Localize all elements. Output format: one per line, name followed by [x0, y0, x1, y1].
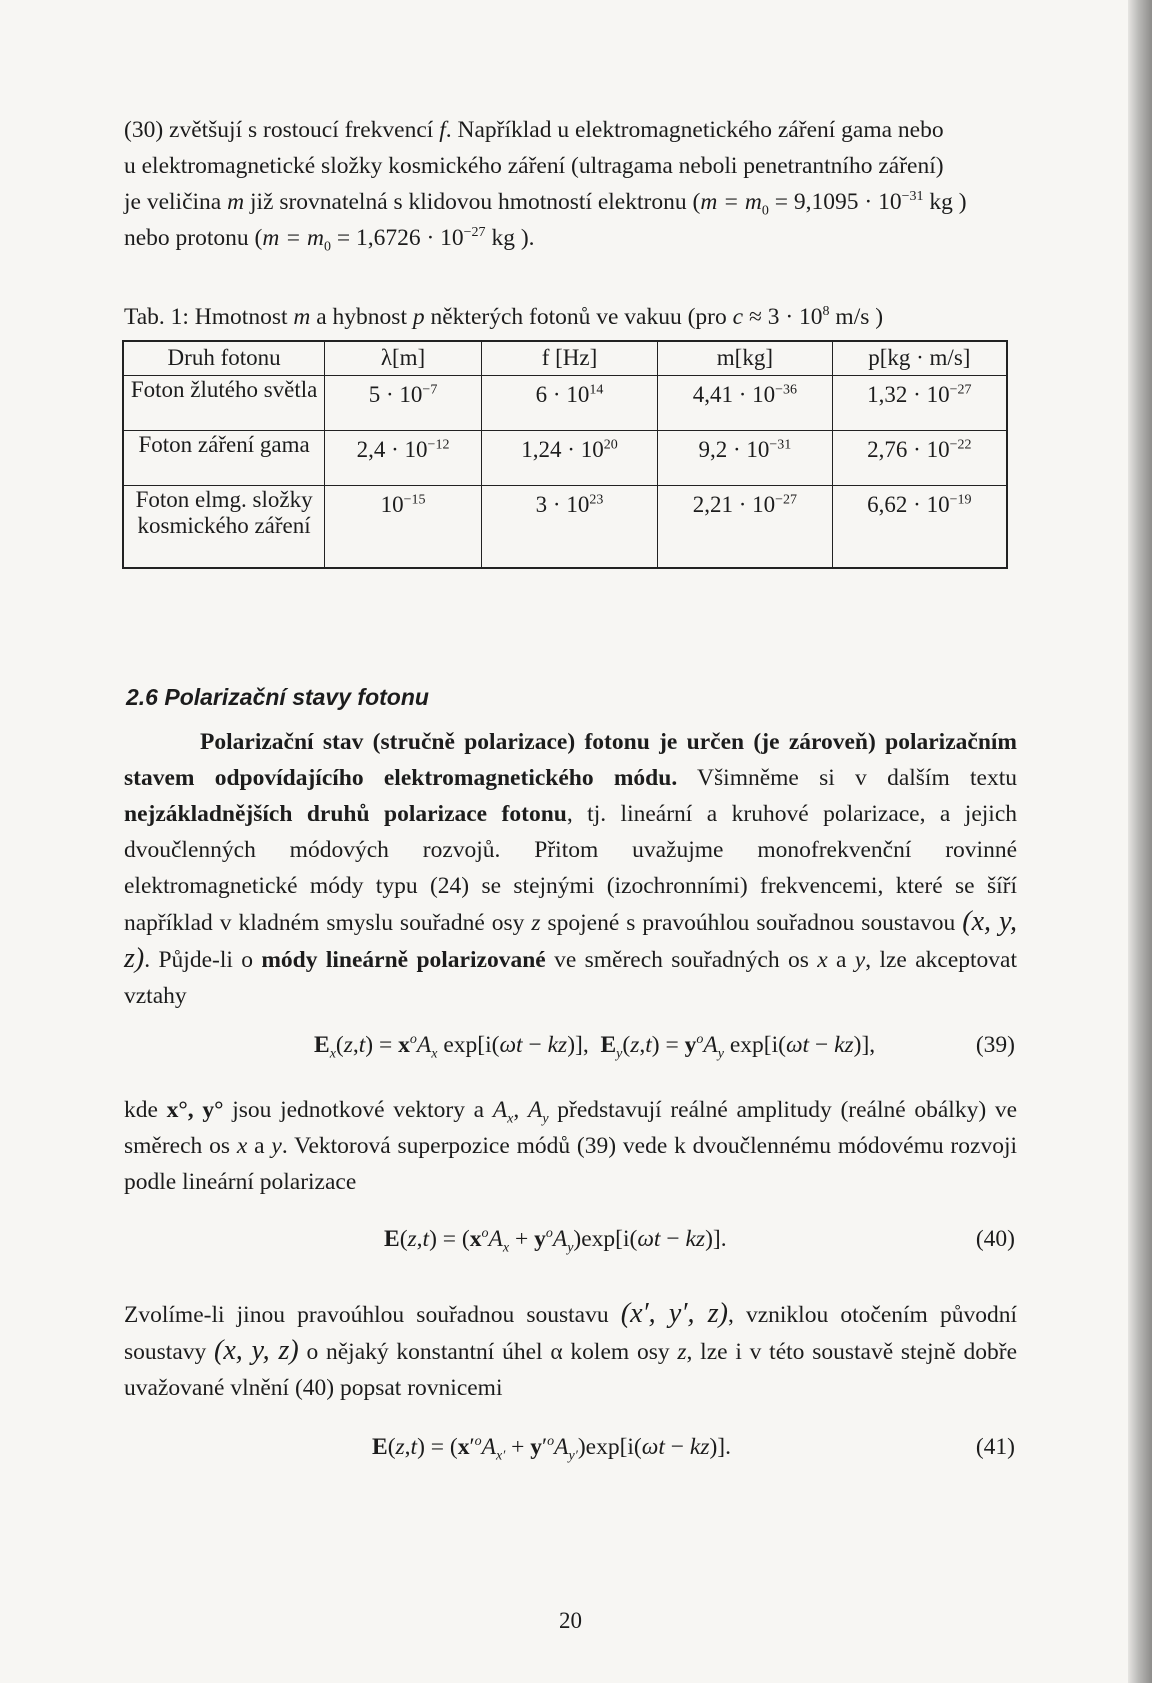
equation-39-formula: $E_x(z,t) = x^oA_x$ exp[i(ωt − kz)], $E_y(z,t) = y^oA_y$ exp[i(ωt − kz)], — [314, 1032, 876, 1062]
equation-41-formula: $E(z,t) = (x'^oA_{x'} + y'^oA_{y'})\exp[i(\omega t - kz)]$. — [372, 1434, 731, 1464]
table-row — [123, 376, 1007, 431]
cell-momentum: $6,62 \cdot 10^{-19}$ — [832, 486, 1007, 568]
header-momentum: p[kg · m/s] — [832, 341, 1007, 376]
cell-mass: $2,21 \cdot 10^{-27}$ — [658, 486, 833, 568]
equation-39 — [124, 1014, 1017, 1082]
header-frequency: f [Hz] — [481, 341, 657, 376]
section-heading: 2.6 Polarizační stavy fotonu — [126, 684, 429, 710]
photon-table — [122, 340, 1008, 569]
table-header-row — [123, 341, 1007, 376]
equation-41 — [124, 1406, 1017, 1484]
cell-kind: Foton záření gama — [123, 431, 325, 486]
cell-frequency: $6 \cdot 10^{14}$ — [481, 376, 657, 431]
intro-line-1: (30) zvětšují s rostoucí frekvencí f. Například u elektromagnetického záření gama nebo — [124, 117, 944, 143]
cell-momentum: $1,32 \cdot 10^{-27}$ — [832, 376, 1007, 431]
header-lambda: λ[m] — [325, 341, 482, 376]
equation-40 — [124, 1200, 1017, 1278]
cell-mass: $4,41 \cdot 10^{-36}$ — [658, 376, 833, 431]
table-row — [123, 431, 1007, 486]
cell-lambda: $10^{-15}$ — [325, 486, 482, 568]
paragraph-polarization: Polarizační stav (stručně polarizace) fotonu je určen (je zároveň) polarizačním stavem odpovídajícího elektromagnetického módu. Všimněme si v dalším textu nejzákladnějších druhů polarizace fotonu, tj. lineární a kruhové polarizace, a jejich dvoučlenných módových rozvojů. Přitom uvažujme monofrekvenční rovinné elektromagnetické módy typu (24) se stejnými (izochronními) frekvencemi, které se šíří například v kladném smyslu souřadné osy z spojené s pravoúhlou souřadnou soustavou (x, y, z). Půjde-li o módy lineárně polarizované ve směrech souřadných os x a y, lze akceptovat vztahy — [124, 729, 1018, 1009]
paragraph-rotated-system: Zvolíme-li jinou pravoúhlou souřadnou soustavu (x′, y′, z), vzniklou otočením původní soustavy (x, y, z) o nějaký konstantní úhel α kolem osy z, lze i v této soustavě stejně dobře uvažované vlnění (40) popsat rovnicemi — [124, 1298, 1017, 1401]
cell-mass: $9,2 \cdot 10^{-31}$ — [658, 431, 833, 486]
header-kind: Druh fotonu — [123, 341, 325, 376]
cell-momentum: $2,76 \cdot 10^{-22}$ — [832, 431, 1007, 486]
equation-41-number: (41) — [975, 1434, 1015, 1460]
cell-lambda: $5 \cdot 10^{-7}$ — [325, 376, 482, 431]
table-row — [123, 486, 1007, 568]
paragraph-unit-vectors: kde x°, y° jsou jednotkové vektory a $A_x$, $A_y$ představují reálné amplitudy (reálné obálky) ve směrech os x a y. Vektorová superpozice módů (39) vede k dvoučlennému módovému rozvoji podle lineární polarizace — [124, 1097, 1018, 1195]
intro-line-2: u elektromagnetické složky kosmického záření (ultragama neboli penetrantního záření) — [124, 153, 944, 179]
cell-kind: Foton žlutého světla — [123, 376, 325, 431]
equation-39-number: (39) — [975, 1032, 1015, 1058]
header-mass: m[kg] — [658, 341, 833, 376]
cell-frequency: $3 \cdot 10^{23}$ — [481, 486, 657, 568]
intro-paragraph — [124, 112, 1017, 256]
cell-frequency: $1,24 \cdot 10^{20}$ — [481, 431, 657, 486]
cell-kind: Foton elmg. složky kosmického záření — [123, 486, 325, 568]
intro-line-4: nebo protonu ($m = m_0 = 1,6726 \cdot 10^{-27}$ kg ). — [124, 225, 535, 255]
section-body — [124, 724, 1017, 1484]
cell-lambda: $2,4 \cdot 10^{-12}$ — [325, 431, 482, 486]
equation-40-number: (40) — [975, 1226, 1015, 1252]
equation-40-formula: $E(z,t) = (x^oA_x + y^oA_y)\exp[i(\omega t - kz)]$. — [384, 1226, 727, 1256]
scan-edge — [1128, 0, 1152, 1683]
page-number: 20 — [559, 1608, 582, 1633]
intro-line-3: je veličina m již srovnatelná s klidovou hmotností elektronu ($m = m_0 = 9,1095 \cdot 10^{-31}$ kg ) — [124, 189, 967, 219]
table-caption: Tab. 1: Hmotnost m a hybnost p některých fotonů ve vakuu (pro $c \approx 3 \cdot 10^8$ m/s ) — [124, 304, 884, 330]
